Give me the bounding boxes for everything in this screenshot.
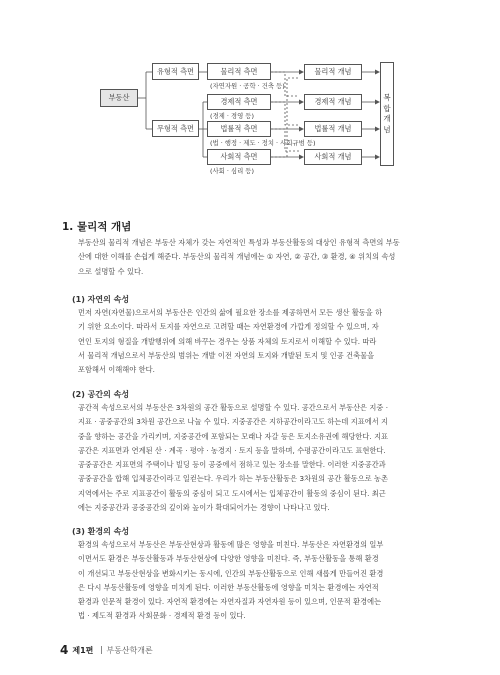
legal-label: 법률적 측면	[220, 124, 258, 134]
physical-box	[207, 63, 271, 80]
social-box	[207, 149, 271, 165]
text-line: 먼저 자연(자연물)으로서의 부동산은 인간의 삶에 필요한 장소를 제공하면서 모든 생산 활동을 하	[78, 308, 383, 317]
physical-label: 물리적 측면	[220, 66, 258, 76]
text-line: 연인 토지의 형질을 개발행위에 의해 바꾸는 경우는 상품 자체의 토지로서 이해할 수 있다. 따라	[78, 336, 377, 346]
economic-concept-box	[304, 94, 362, 110]
root-label: 부동산	[108, 93, 130, 103]
social-label: 사회적 측면	[220, 152, 258, 162]
text-line: 은 다시 부동산활동에 영향을 미치게 된다. 이러한 부동산활동에 영향을 미치는 환경에는 자연적	[78, 582, 379, 592]
social-concept-label: 사회적 개념	[314, 152, 352, 162]
section-title: 1. 물리적 개념	[62, 221, 132, 233]
legal-concept-label: 법률적 개념	[314, 124, 352, 134]
social-sub: (사회 · 심리 등)	[210, 167, 254, 175]
text-line: 에는 지중공간과 공중공간의 깊이와 높이가 확대되어가는 경향이 나타나고 있다.	[78, 503, 330, 513]
part-label: 제1편	[72, 645, 94, 655]
subsection-title-nature: (1) 자연의 속성	[72, 295, 130, 304]
text-line: 지역에서는 주로 지표공간이 활동의 중심이 되고 도시에서는 입체공간이 활동의 중심이 된다. 최근	[78, 488, 386, 498]
physical-concept-box	[304, 64, 362, 80]
text-line: 이면서도 환경은 부동산활동과 부동산현상에 다양한 영향을 미친다. 즉, 부동산활동을 통해 환경	[78, 554, 379, 564]
physical-concept-label: 물리적 개념	[314, 67, 352, 77]
economic-concept-label: 경제적 개념	[314, 97, 352, 107]
text-line: 기 위한 요소이다. 따라서 토지를 자연으로 고려할 때는 자연환경에 가깝게 정의할 수 있으며, 자	[78, 322, 379, 332]
composite-char: 개	[383, 114, 391, 123]
footer-divider	[101, 646, 102, 654]
composite-char: 합	[383, 103, 391, 113]
social-concept-box	[304, 149, 362, 165]
text-line: 공간은 지표면과 연계된 산 · 계곡 · 평야 · 농경지 · 토지 등을 말하며, 수평공간이라고도 표현한다.	[78, 445, 386, 455]
subsection-title-space: (2) 공간의 속성	[72, 390, 130, 399]
economic-label: 경제적 측면	[220, 97, 258, 107]
subsection-title-environment: (3) 환경의 속성	[72, 527, 130, 536]
composite-char: 복	[383, 93, 391, 102]
text-line: 포함해서 이해해야 한다.	[78, 365, 155, 375]
text-line: 공중공간은 지표면의 주택이나 빌딩 등이 공중에서 점하고 있는 장소를 말한다. 이러한 지중공간과	[78, 460, 386, 470]
intangible-box	[152, 120, 199, 137]
economic-box	[207, 94, 271, 110]
tangible-box	[152, 63, 199, 80]
text-line: 환경과 인문적 환경이 있다. 자연적 환경에는 자연자질과 자연자원 등이 있으며, 인문적 환경에는	[78, 597, 382, 607]
tangible-label: 유형적 측면	[156, 66, 194, 76]
economic-sub: (경제 · 경영 등)	[210, 112, 254, 120]
text-line: 공중공간을 합해 입체공간이라고 일컫는다. 우리가 하는 부동산활동은 3차원의 공간 활동으로 농촌	[78, 474, 389, 484]
text-line: 법 · 제도적 환경과 사회문화 · 경제적 환경 등이 있다.	[78, 611, 246, 621]
composite-concept-box	[380, 62, 394, 166]
page-number: 4	[60, 643, 69, 657]
text-line: 중을 향하는 공간을 가리키며, 지중공간에 포함되는 모래나 자갈 등은 토지소유권에 해당한다. 지표	[78, 431, 389, 441]
legal-concept-box	[304, 121, 362, 137]
space-paragraph	[78, 401, 436, 515]
page-footer	[60, 643, 153, 657]
text-line: 부동산의 물리적 개념은 부동산 자체가 갖는 자연적인 특성과 부동산활동의 대상인 유형적 측면의 부동	[78, 238, 400, 247]
composite-char: 념	[383, 124, 391, 134]
intangible-label: 무형적 측면	[156, 123, 194, 133]
physical-sub: (자연자원 · 공학 · 건축 등)	[210, 82, 285, 90]
text-line: 공간적 속성으로서의 부동산은 3차원의 공간 활동으로 설명할 수 있다. 공간으로서 부동산은 지중 ·	[78, 403, 389, 412]
text-line: 으로 설명할 수 있다.	[78, 266, 144, 276]
book-title: 부동산학개론	[106, 645, 153, 655]
intro-paragraph	[78, 236, 436, 279]
text-line: 산에 대한 이해를 손쉽게 해준다. 부동산의 물리적 개념에는 ① 자연, ② 공간, ③ 환경, ④ 위치의 속성	[78, 252, 396, 262]
text-line: 지표 · 공중공간의 3차원 공간으로 나눌 수 있다. 지중공간은 지하공간이라고도 하는데 지표에서 지	[78, 417, 389, 427]
root-box	[100, 89, 138, 107]
nature-paragraph	[78, 306, 436, 377]
text-line: 환경의 속성으로서 부동산은 부동산현상과 활동에 많은 영향을 미친다. 부동산은 자연환경의 일부	[78, 540, 384, 549]
legal-box	[207, 121, 271, 137]
text-line: 이 개선되고 부동산현상을 변화시키는 동시에, 인간의 부동산활동으로 인해 새롭게 만들어진 환경	[78, 568, 384, 578]
text-line: 서 물리적 개념으로서 부동산의 범위는 개발 이전 자연의 토지와 개발된 토지 및 인공 건축물을	[78, 350, 375, 360]
environment-paragraph	[78, 538, 436, 624]
legal-sub: (법 · 행정 · 제도 · 정치 · 사회규범 등)	[210, 139, 316, 147]
concept-diagram	[0, 0, 500, 200]
